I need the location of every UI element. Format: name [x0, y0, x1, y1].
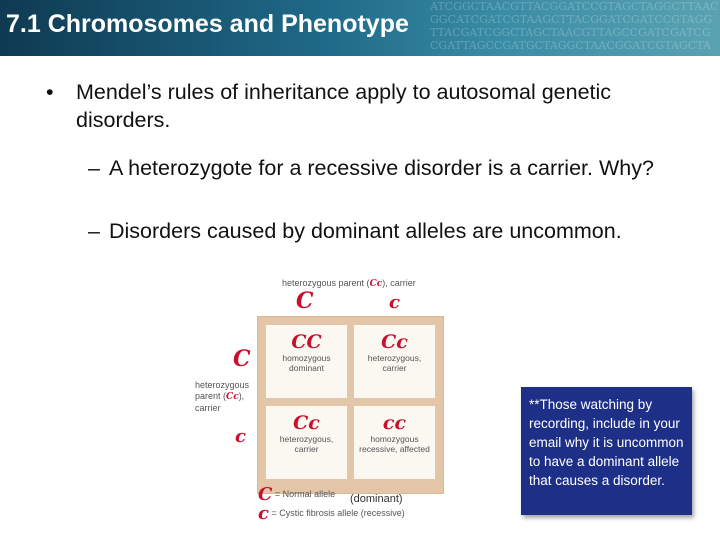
recording-note-box: **Those watching by recording, include in your email why it is uncommon to have a dominant allele that causes a disorder. [521, 387, 692, 515]
cell-genotype: cc [382, 412, 407, 434]
legend-text: = Cystic fibrosis allele (recessive) [271, 507, 405, 518]
legend-normal [258, 484, 335, 505]
top-parent-suffix: ), carrier [382, 278, 416, 288]
cell-phenotype-line2: carrier [294, 444, 319, 454]
cell-phenotype-line2: recessive, affected [359, 444, 430, 454]
cell-Cc-bottom [266, 406, 347, 479]
cell-phenotype-line2: carrier [382, 363, 407, 373]
legend-letter: C [258, 484, 273, 505]
cell-phenotype-line1: heterozygous, [367, 353, 422, 363]
cell-genotype: Cc [381, 331, 408, 353]
legend-text: = Normal allele [274, 488, 336, 499]
cell-Cc-top [354, 325, 435, 398]
side-parent-line1: heterozygous [195, 380, 250, 390]
top-allele-dominant: C [296, 288, 314, 314]
title-bar-decoration: ATCGGCTAACGTTACGGATCCGTAGCTAGGCTTAAC GGCATCGATCGTAAGCTTACGGATCGATCCGTAGG TTACGATCGGCTAGCTAACGTTAGCCGATCGATCG CGATTAGCCGATGCTAGGCTAACGGATCGTAGCTA [430, 0, 719, 52]
dash-mark: – [88, 156, 100, 180]
top-parent-genotype: Cc [369, 279, 383, 289]
cell-phenotype-line1: homozygous [370, 434, 419, 444]
dominant-annotation: (dominant) [350, 493, 403, 505]
sub-bullet-text: A heterozygote for a recessive disorder is a carrier. Why? [109, 156, 654, 180]
bullet-mark: • [46, 80, 54, 104]
sub-bullet-carrier [88, 155, 708, 181]
side-allele-recessive: c [235, 426, 246, 447]
side-allele-dominant: C [233, 346, 251, 372]
side-parent-label [195, 380, 249, 414]
dash-mark: – [88, 219, 100, 243]
side-parent-line2: parent ( [195, 391, 227, 401]
sub-bullet-text: Disorders caused by dominant alleles are uncommon. [109, 219, 622, 243]
cell-genotype: CC [291, 331, 322, 353]
cell-phenotype-line1: heterozygous, [279, 434, 334, 444]
side-parent-line2-suffix: ), [238, 391, 245, 401]
legend-letter: c [258, 503, 269, 524]
cell-cc [354, 406, 435, 479]
side-parent-genotype: Cc [226, 392, 239, 402]
cell-phenotype-line2: dominant [289, 363, 324, 373]
cell-phenotype-line1: homozygous [282, 353, 331, 363]
top-parent-label-text: heterozygous parent ( [282, 278, 370, 288]
slide-title: 7.1 Chromosomes and Phenotype [6, 10, 409, 38]
bullet-mendel [46, 78, 696, 134]
punnett-grid [257, 316, 444, 494]
top-allele-recessive: c [389, 292, 400, 313]
sub-bullet-dominant [88, 218, 708, 244]
legend-cystic-fibrosis [258, 503, 405, 524]
punnett-square-figure [190, 270, 450, 540]
side-parent-line3: carrier [195, 403, 221, 413]
cell-genotype: Cc [293, 412, 320, 434]
bullet-text: Mendel’s rules of inheritance apply to autosomal genetic disorders. [76, 80, 612, 132]
title-bar [0, 0, 720, 56]
cell-CC [266, 325, 347, 398]
